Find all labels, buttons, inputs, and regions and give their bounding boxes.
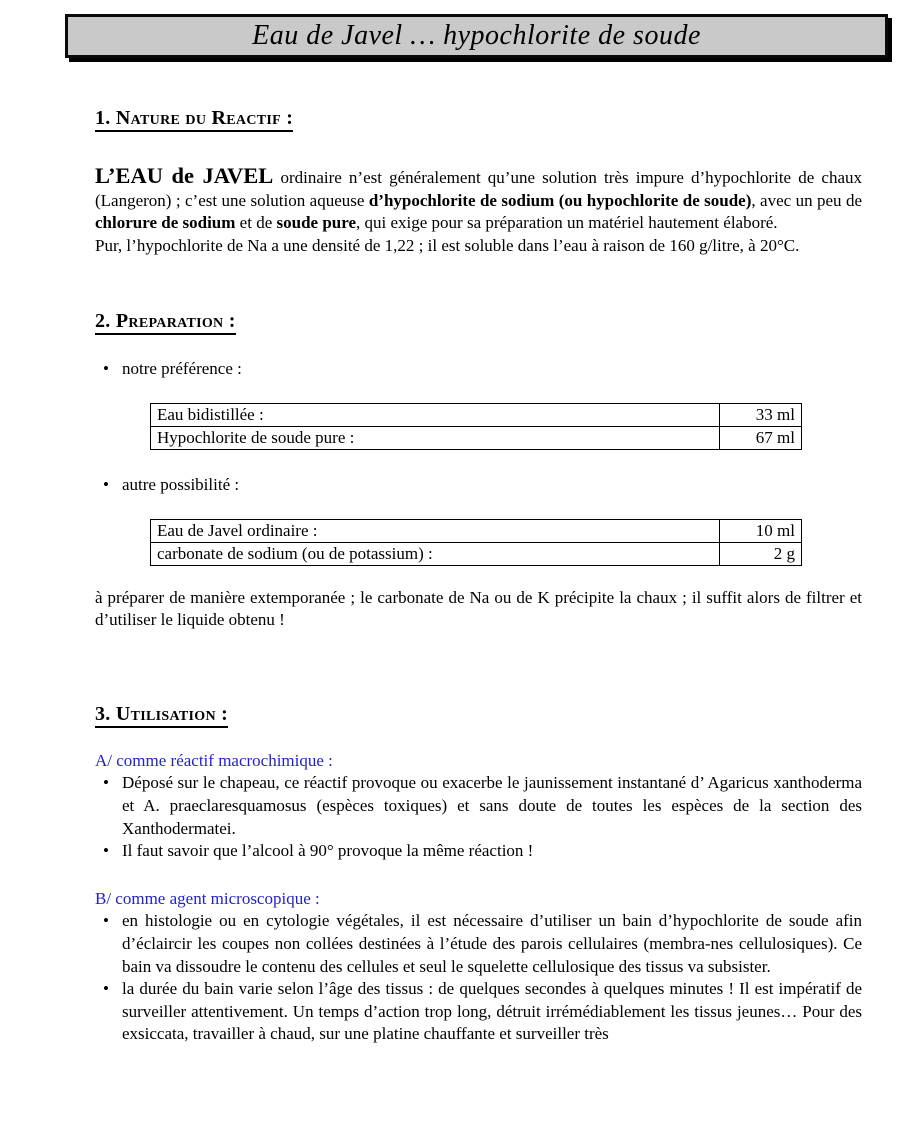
table-row [151, 426, 802, 449]
list-item-text: en histologie ou en cytologie végétales, il est nécessaire d’utiliser un bain d’hypochlorite de soude afin d’éclaircir les coupes non collées destinées à l’étude des parois cellulaires (membra-nes cellulosiques). Ce bain va dissoudre le contenu des cellules et seul le squelette cellulosique des tissus va subsister. [122, 911, 862, 976]
document-body [95, 105, 862, 1046]
paragraph-segment: , avec un peu de [751, 190, 863, 210]
table-cell-value: 33 ml [720, 403, 802, 426]
paragraph-nature-2: Pur, l’hypochlorite de Na a une densité de 1,22 ; il est soluble dans l’eau à raison de 160 g/litre, à 20°C. [95, 235, 800, 255]
paragraph-segment: , qui exige pour sa préparation un matériel hautement élaboré. [356, 213, 778, 233]
section-heading-utilisation-text: 3. Utilisation : [95, 703, 228, 728]
list-item [95, 772, 862, 840]
subsection-b-title: B/ comme agent microscopique : [95, 888, 320, 908]
table-cell-value: 67 ml [720, 426, 802, 449]
section-heading-nature [95, 105, 862, 131]
bullet-icon: • [103, 773, 109, 793]
list-item-alternative [95, 474, 862, 497]
paragraph-segment: ordinaire n’est généralement qu’une solution très impure d’hypochlorite de chaux (Langeron) ; c’est une solution aqueuse [95, 168, 862, 210]
list-item [95, 978, 862, 1046]
list-item-text: Déposé sur le chapeau, ce réactif provoque ou exacerbe le jaunissement instantané d’ Agaricus xanthoderma et A. praeclaresquamosus (espèces toxiques) et sans doute de toutes les espèces de la section des Xanthodermatei. [122, 773, 862, 838]
list-item-label: autre possibilité : [122, 474, 240, 494]
table-cell-label: carbonate de sodium (ou de potassium) : [151, 542, 720, 565]
bullet-icon: • [103, 474, 109, 494]
preference-table [150, 403, 802, 450]
list-item-preference [95, 358, 862, 381]
table-cell-value: 10 ml [720, 519, 802, 542]
section-heading-utilisation [95, 701, 862, 727]
paragraph-segment: et de [235, 213, 277, 233]
list-item-text: Il faut savoir que l’alcool à 90° provoque la même réaction ! [122, 841, 534, 861]
title-banner [65, 14, 888, 58]
paragraph-nature-1 [95, 165, 862, 235]
bold-phrase-hypochlorite: d’hypochlorite de sodium (ou hypochlorite de soude) [368, 190, 752, 210]
list-item [95, 840, 862, 863]
section-heading-nature-text: 1. Nature du Reactif : [95, 107, 293, 132]
preparation-note: à préparer de manière extemporanée ; le carbonate de Na ou de K précipite la chaux ; il suffit alors de filtrer et d’utiliser le liquide obtenu ! [95, 587, 862, 630]
table-cell-value: 2 g [720, 542, 802, 565]
list-item-label: notre préférence : [122, 359, 242, 379]
bold-phrase-chlorure: chlorure de sodium [95, 213, 236, 233]
section-heading-preparation-text: 2. Preparation : [95, 310, 236, 335]
list-item-text: la durée du bain varie selon l’âge des tissus : de quelques secondes à quelques minutes ! Il est impératif de surveiller attentivement. Un temps d’action trop long, détruit irrémédiablement les tissus jeunes… Pour des exsiccata, travailler à chaud, sur une platine chauffante et surveiller très [122, 979, 862, 1044]
table-cell-label: Eau de Javel ordinaire : [151, 519, 720, 542]
bullet-icon: • [103, 359, 109, 379]
table-cell-label: Hypochlorite de soude pure : [151, 426, 720, 449]
list-item [95, 910, 862, 978]
alternative-table [150, 519, 802, 566]
bullet-icon: • [103, 911, 109, 931]
table-cell-label: Eau bidistillée : [151, 403, 720, 426]
document-title: Eau de Javel … hypochlorite de soude [252, 20, 701, 51]
bullet-icon: • [103, 979, 109, 999]
table-row [151, 403, 802, 426]
subsection-a-title: A/ comme réactif macrochimique : [95, 750, 333, 770]
table-row [151, 542, 802, 565]
lead-phrase: L’EAU de JAVEL [95, 163, 274, 188]
bullet-icon: • [103, 841, 109, 861]
section-heading-preparation [95, 308, 862, 334]
bold-phrase-soude-pure: soude pure [276, 213, 357, 233]
table-row [151, 519, 802, 542]
